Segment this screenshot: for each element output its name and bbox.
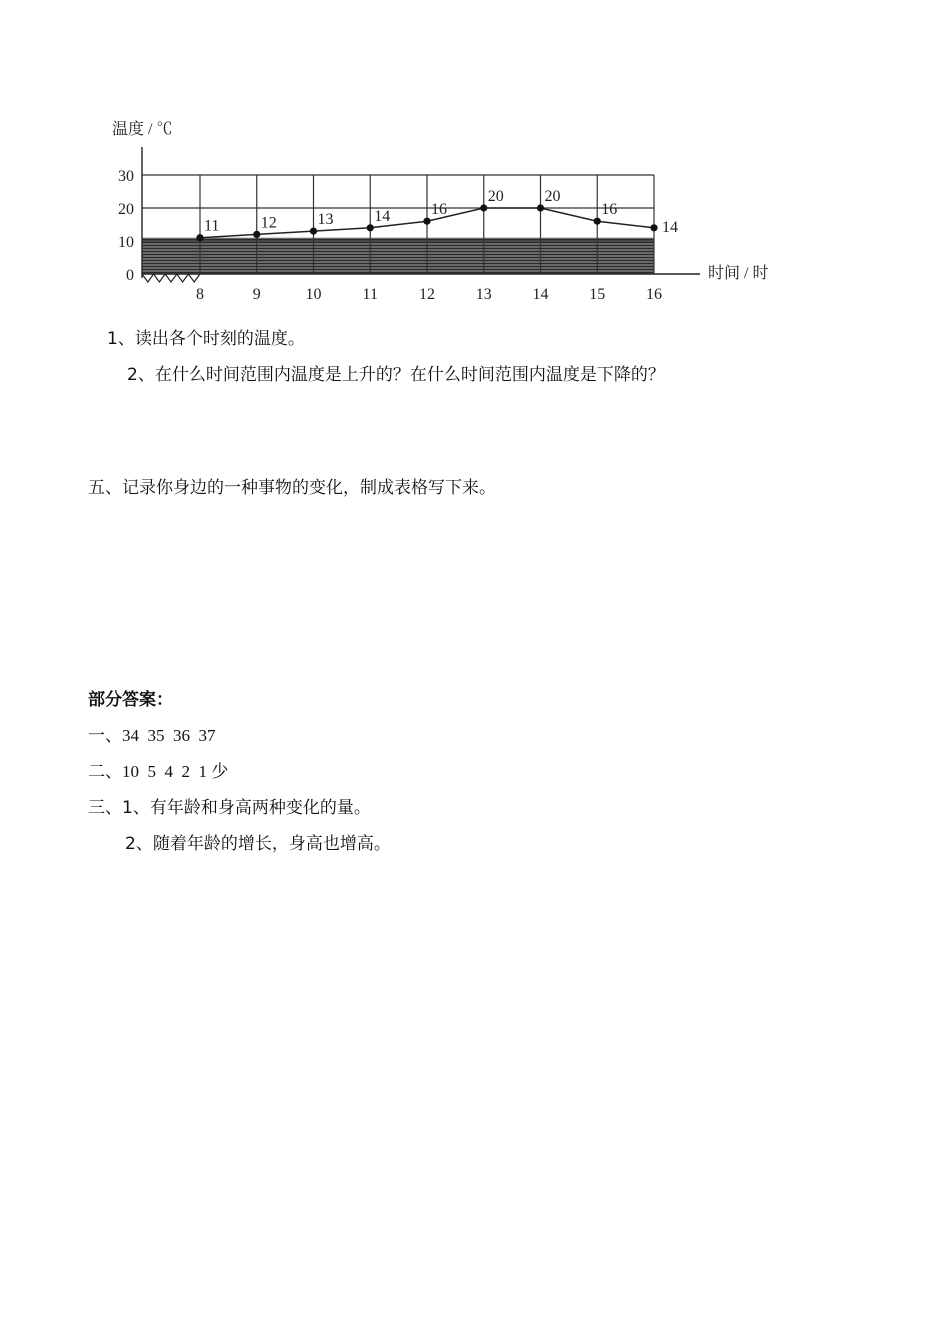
data-label: 20 bbox=[487, 188, 504, 205]
temperature-chart bbox=[100, 110, 800, 310]
answer-1-prefix: 一、 bbox=[88, 726, 122, 746]
answer-1-values: 34 35 36 37 bbox=[122, 726, 216, 745]
answer-line-4: 2、随着年龄的增长，身高也增高。 bbox=[125, 834, 391, 854]
data-point bbox=[537, 204, 544, 211]
data-label: 12 bbox=[260, 214, 277, 232]
data-label: 14 bbox=[374, 207, 391, 225]
answer-2-values: 10 5 4 2 1 bbox=[122, 762, 212, 781]
data-point bbox=[480, 204, 487, 211]
data-point bbox=[594, 218, 601, 225]
y-axis-label: 温度 / ℃ bbox=[112, 121, 173, 138]
data-label: 13 bbox=[317, 211, 334, 229]
data-point bbox=[367, 224, 374, 231]
data-label: 20 bbox=[544, 188, 561, 205]
data-label: 11 bbox=[204, 217, 220, 235]
data-point bbox=[253, 231, 260, 238]
x-tick-label: 13 bbox=[475, 286, 492, 303]
section-five-prompt: 五、记录你身边的一种事物的变化，制成表格写下来。 bbox=[88, 478, 496, 498]
shaded-band bbox=[142, 238, 654, 274]
y-tick-label: 10 bbox=[118, 234, 134, 251]
answer-2-prefix: 二、 bbox=[88, 762, 122, 782]
answer-line-3: 三、1、有年龄和身高两种变化的量。 bbox=[88, 798, 371, 818]
question-2: 2、在什么时间范围内温度是上升的？在什么时间范围内温度是下降的？ bbox=[127, 365, 665, 385]
answer-line-2 bbox=[88, 761, 228, 783]
x-tick-label: 8 bbox=[196, 286, 204, 303]
answers-title: 部分答案： bbox=[88, 690, 173, 710]
x-tick-label: 9 bbox=[252, 286, 261, 303]
data-label: 14 bbox=[662, 218, 678, 236]
data-label: 16 bbox=[601, 201, 618, 219]
answer-line-1 bbox=[88, 725, 216, 747]
x-axis-label: 时间 / 时 bbox=[708, 265, 769, 282]
question-1: 1、读出各个时刻的温度。 bbox=[107, 329, 305, 349]
data-label: 16 bbox=[431, 201, 447, 219]
x-tick-label: 11 bbox=[362, 286, 378, 303]
x-tick-label: 15 bbox=[589, 286, 606, 303]
data-point bbox=[650, 224, 657, 231]
temperature-line-chart bbox=[100, 110, 800, 310]
answer-2-suffix: 少 bbox=[211, 762, 229, 782]
y-tick-label: 0 bbox=[126, 267, 134, 284]
axis-break-zigzag bbox=[142, 274, 200, 282]
x-tick-label: 14 bbox=[532, 286, 549, 303]
y-tick-label: 30 bbox=[118, 168, 134, 185]
x-tick-label: 10 bbox=[305, 286, 322, 303]
data-point bbox=[196, 234, 203, 241]
y-tick-label: 20 bbox=[118, 201, 134, 218]
data-point bbox=[310, 228, 317, 235]
x-tick-label: 16 bbox=[646, 286, 662, 303]
x-tick-label: 12 bbox=[419, 286, 435, 303]
data-point bbox=[423, 218, 430, 225]
